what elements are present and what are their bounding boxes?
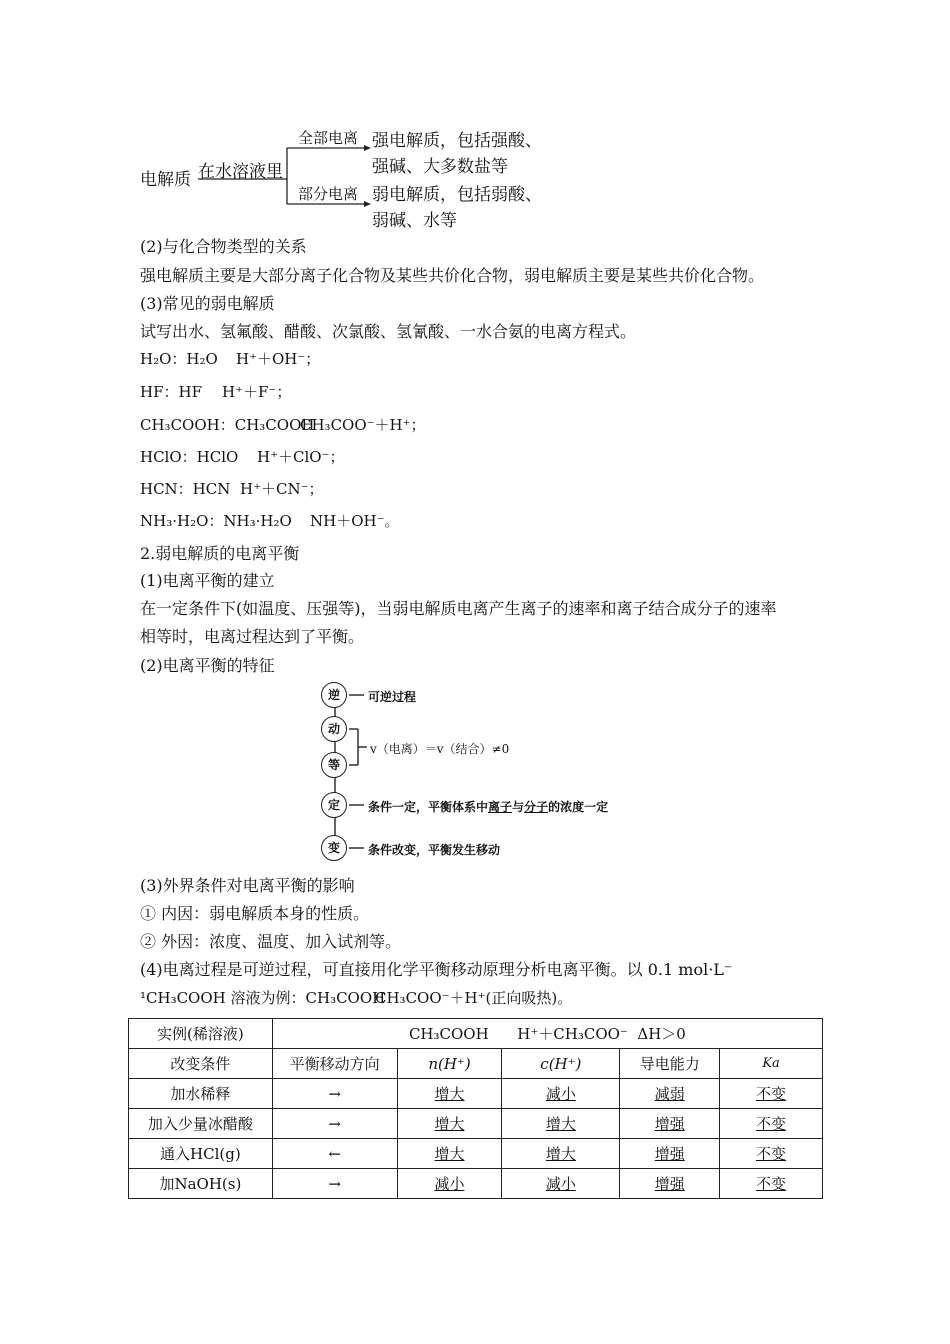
section-2-3-item2: ② 外因：浓度、温度、加入试剂等。 bbox=[140, 932, 402, 951]
cell-conductivity-value: 增强 bbox=[654, 1145, 685, 1163]
strong-electrolyte-line2: 强碱、大多数盐等 bbox=[372, 157, 508, 177]
cell-conductivity bbox=[620, 1109, 720, 1139]
equation-acetic-left: CH₃COOH：CH₃COOH bbox=[140, 416, 315, 434]
node-fixed: 定 bbox=[321, 792, 347, 818]
equation-ammonia-left: NH₃·H₂O：NH₃·H₂O bbox=[140, 512, 292, 530]
section-3-heading: (3)常见的弱电解质 bbox=[140, 294, 275, 313]
cell-condition: 加水稀释 bbox=[129, 1079, 273, 1109]
cell-c-value: 减小 bbox=[545, 1085, 576, 1103]
cell-ka bbox=[720, 1079, 823, 1109]
section-3-body: 试写出水、氢氟酸、醋酸、次氯酸、氢氰酸、一水合氨的电离方程式。 bbox=[140, 322, 637, 341]
cell-ka-value: 不变 bbox=[756, 1115, 787, 1133]
branch-full-label: 全部电离 bbox=[298, 129, 359, 147]
section-2-4-line2-pre: ¹CH₃COOH 溶液为例：CH₃COOH bbox=[140, 989, 386, 1007]
equation-hcn-left: HCN：HCN bbox=[140, 480, 231, 498]
header-equation: CH₃COOH H⁺＋CH₃COO⁻ ΔH＞0 bbox=[272, 1019, 822, 1049]
cell-conductivity bbox=[620, 1139, 720, 1169]
weak-electrolyte-line2: 弱碱、水等 bbox=[372, 211, 457, 231]
cell-c bbox=[502, 1169, 620, 1199]
table-row bbox=[129, 1169, 823, 1199]
cell-n-value: 增大 bbox=[434, 1085, 465, 1103]
label-reversible-process: 可逆过程 bbox=[368, 690, 417, 704]
section-2-4-line1: (4)电离过程是可逆过程，可直接用化学平衡移动原理分析电离平衡。以 0.1 mol·L⁻ bbox=[140, 960, 733, 979]
cell-n-value: 增大 bbox=[434, 1145, 465, 1163]
table-header-row-1 bbox=[129, 1019, 823, 1049]
label-condition-change: 条件改变，平衡发生移动 bbox=[368, 843, 501, 857]
equation-hclo-right: H⁺＋ClO⁻； bbox=[257, 448, 345, 466]
label-fixed-and: 与 bbox=[512, 800, 525, 814]
cell-n-value: 减小 bbox=[434, 1175, 465, 1193]
cell-ka-value: 不变 bbox=[756, 1145, 787, 1163]
section-2-4-line2-post: CH₃COO⁻＋H⁺(正向吸热)。 bbox=[375, 989, 573, 1007]
cell-c-value: 减小 bbox=[545, 1175, 576, 1193]
table-header-row-2 bbox=[129, 1049, 823, 1079]
column-conductivity: 导电能力 bbox=[620, 1049, 720, 1079]
label-fixed-post: 的浓度一定 bbox=[548, 800, 609, 814]
label-fixed bbox=[368, 798, 608, 815]
column-c-h: c(H⁺) bbox=[502, 1049, 620, 1079]
cell-ka-value: 不变 bbox=[756, 1175, 787, 1193]
cell-c bbox=[502, 1079, 620, 1109]
cell-direction: → bbox=[272, 1109, 397, 1139]
table-row bbox=[129, 1139, 823, 1169]
equation-hf-left: HF：HF bbox=[140, 383, 202, 401]
section-2-heading: (2)与化合物类型的关系 bbox=[140, 237, 307, 256]
cell-condition: 加NaOH(s) bbox=[129, 1169, 273, 1199]
node-change: 变 bbox=[321, 835, 347, 861]
cell-ka bbox=[720, 1169, 823, 1199]
cell-condition: 通入HCl(g) bbox=[129, 1139, 273, 1169]
cell-conductivity-value: 减弱 bbox=[654, 1085, 685, 1103]
column-condition: 改变条件 bbox=[129, 1049, 273, 1079]
equation-hcn-right: H⁺＋CN⁻； bbox=[240, 480, 324, 498]
label-fixed-molecules: 分子 bbox=[524, 800, 549, 814]
equation-hf-right: H⁺＋F⁻； bbox=[222, 383, 292, 401]
cell-ka bbox=[720, 1109, 823, 1139]
section-2-1-heading: (1)电离平衡的建立 bbox=[140, 571, 275, 590]
section-2-3-heading: (3)外界条件对电离平衡的影响 bbox=[140, 876, 355, 895]
cell-ka-value: 不变 bbox=[756, 1085, 787, 1103]
cell-n bbox=[397, 1139, 502, 1169]
equation-hclo-left: HClO：HClO bbox=[140, 448, 239, 466]
column-n-h: n(H⁺) bbox=[397, 1049, 502, 1079]
equation-water-left: H₂O：H₂O bbox=[140, 350, 218, 368]
branch-partial-label: 部分电离 bbox=[298, 185, 359, 203]
section-2-3-item1: ① 内因：弱电解质本身的性质。 bbox=[140, 904, 370, 923]
node-dynamic: 动 bbox=[321, 716, 347, 742]
cell-direction: ← bbox=[272, 1139, 397, 1169]
cell-c bbox=[502, 1109, 620, 1139]
table-row bbox=[129, 1109, 823, 1139]
equation-ammonia-right: NH＋OH⁻。 bbox=[310, 512, 400, 530]
equilibrium-diagram-lines bbox=[320, 680, 640, 865]
section-2-1-line2: 相等时，电离过程达到了平衡。 bbox=[140, 627, 365, 646]
strong-electrolyte-line1: 强电解质，包括强酸、 bbox=[372, 131, 542, 151]
node-equal: 等 bbox=[321, 752, 347, 778]
cell-conductivity bbox=[620, 1079, 720, 1109]
cell-n-value: 增大 bbox=[434, 1115, 465, 1133]
label-fixed-ions: 离子 bbox=[488, 800, 513, 814]
equation-acetic-right: CH₃COO⁻＋H⁺； bbox=[300, 416, 426, 434]
cell-c-value: 增大 bbox=[545, 1145, 576, 1163]
cell-conductivity-value: 增强 bbox=[654, 1115, 685, 1133]
cell-ka bbox=[720, 1139, 823, 1169]
cell-c-value: 增大 bbox=[545, 1115, 576, 1133]
section-2-body: 强电解质主要是大部分离子化合物及某些共价化合物，弱电解质主要是某些共价化合物。 bbox=[140, 266, 765, 285]
cell-c bbox=[502, 1139, 620, 1169]
cell-conductivity bbox=[620, 1169, 720, 1199]
node-reverse: 逆 bbox=[321, 682, 347, 708]
label-fixed-pre: 条件一定，平衡体系中 bbox=[368, 800, 489, 814]
cell-n bbox=[397, 1109, 502, 1139]
cell-n bbox=[397, 1169, 502, 1199]
table-row bbox=[129, 1079, 823, 1109]
diagram-root-label: 电解质 bbox=[140, 170, 191, 190]
cell-conductivity-value: 增强 bbox=[654, 1175, 685, 1193]
cell-n bbox=[397, 1079, 502, 1109]
column-direction: 平衡移动方向 bbox=[272, 1049, 397, 1079]
cell-direction: → bbox=[272, 1169, 397, 1199]
section-2-2-heading: (2)电离平衡的特征 bbox=[140, 656, 275, 675]
header-example: 实例(稀溶液) bbox=[129, 1019, 273, 1049]
weak-electrolyte-line1: 弱电解质，包括弱酸、 bbox=[372, 185, 542, 205]
equilibrium-shift-table bbox=[128, 1018, 823, 1199]
section-2-1-line1: 在一定条件下(如温度、压强等)，当弱电解质电离产生离子的速率和离子结合成分子的速率 bbox=[140, 599, 777, 618]
cell-direction: → bbox=[272, 1079, 397, 1109]
column-ka: Ka bbox=[720, 1049, 823, 1079]
diagram-condition-label: 在水溶液里 bbox=[198, 162, 283, 182]
label-rate-equal: v（电离）＝v（结合）≠0 bbox=[370, 742, 510, 756]
equation-water-right: H⁺＋OH⁻； bbox=[236, 350, 321, 368]
cell-condition: 加入少量冰醋酸 bbox=[129, 1109, 273, 1139]
section-2-main-heading: 2.弱电解质的电离平衡 bbox=[140, 544, 300, 563]
